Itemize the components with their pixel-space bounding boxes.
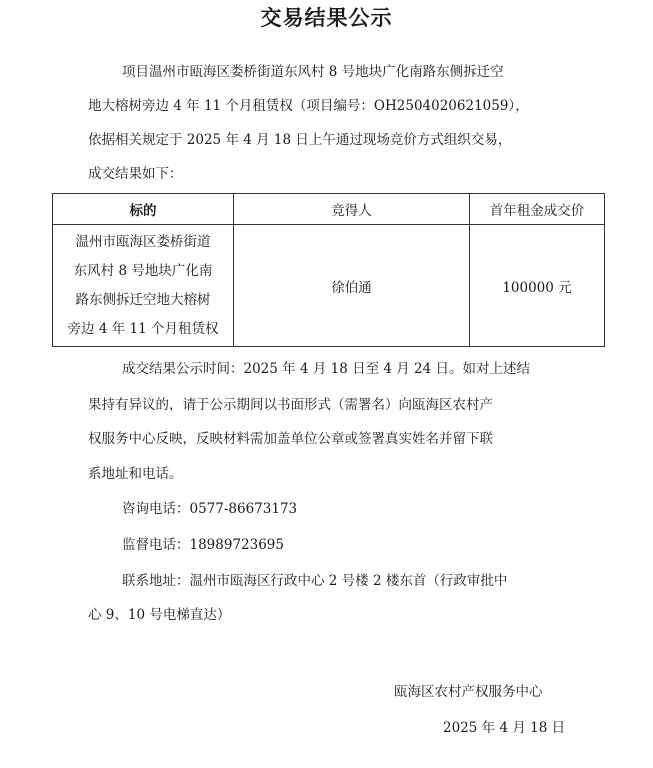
subject-line-2: 东风村 8 号地块广化南 xyxy=(73,262,213,279)
consult-phone: 咨询电话：0577-86673173 xyxy=(122,501,298,517)
header-price: 首年租金成交价 xyxy=(470,194,605,225)
subject-line-1: 温州市瓯海区娄桥街道 xyxy=(75,233,211,250)
notice-line-3: 权服务中心反映，反映材料需加盖单位公章或签署真实姓名并留下联 xyxy=(88,431,493,447)
price-cell: 100000 元 xyxy=(470,225,605,347)
address-line-2: 心 9、10 号电梯直达） xyxy=(88,607,231,623)
result-table xyxy=(52,193,605,347)
page-title: 交易结果公示 xyxy=(260,6,393,30)
notice-line-4: 系地址和电话。 xyxy=(88,466,183,482)
subject-line-3: 路东侧拆迁空地大榕树 xyxy=(75,291,211,308)
signature-date: 2025 年 4 月 18 日 xyxy=(443,720,566,736)
table-row xyxy=(53,225,605,347)
intro-line-1: 项目温州市瓯海区娄桥街道东风村 8 号地块广化南路东侧拆迁空 xyxy=(122,64,504,80)
notice-line-1: 成交结果公示时间：2025 年 4 月 18 日至 4 月 24 日。如对上述结 xyxy=(122,361,531,377)
address-line-1: 联系地址：温州市瓯海区行政中心 2 号楼 2 楼东首（行政审批中 xyxy=(122,573,508,589)
supervise-phone: 监督电话：18989723695 xyxy=(122,537,284,553)
notice-line-2: 果持有异议的，请于公示期间以书面形式（需署名）向瓯海区农村产 xyxy=(88,397,493,413)
table-header-row xyxy=(53,194,605,225)
subject-cell xyxy=(53,225,234,347)
header-winner: 竞得人 xyxy=(234,194,470,225)
signature-org: 瓯海区农村产权服务中心 xyxy=(394,684,543,700)
intro-line-3: 依据相关规定于 2025 年 4 月 18 日上午通过现场竞价方式组织交易， xyxy=(88,132,512,148)
intro-line-2: 地大榕树旁边 4 年 11 个月租赁权（项目编号：OH2504020621059）， xyxy=(88,98,529,114)
header-subject: 标的 xyxy=(53,194,234,225)
intro-line-4: 成交结果如下： xyxy=(88,166,183,182)
subject-line-4: 旁边 4 年 11 个月租赁权 xyxy=(67,320,219,337)
winner-cell: 徐伯通 xyxy=(234,225,470,347)
